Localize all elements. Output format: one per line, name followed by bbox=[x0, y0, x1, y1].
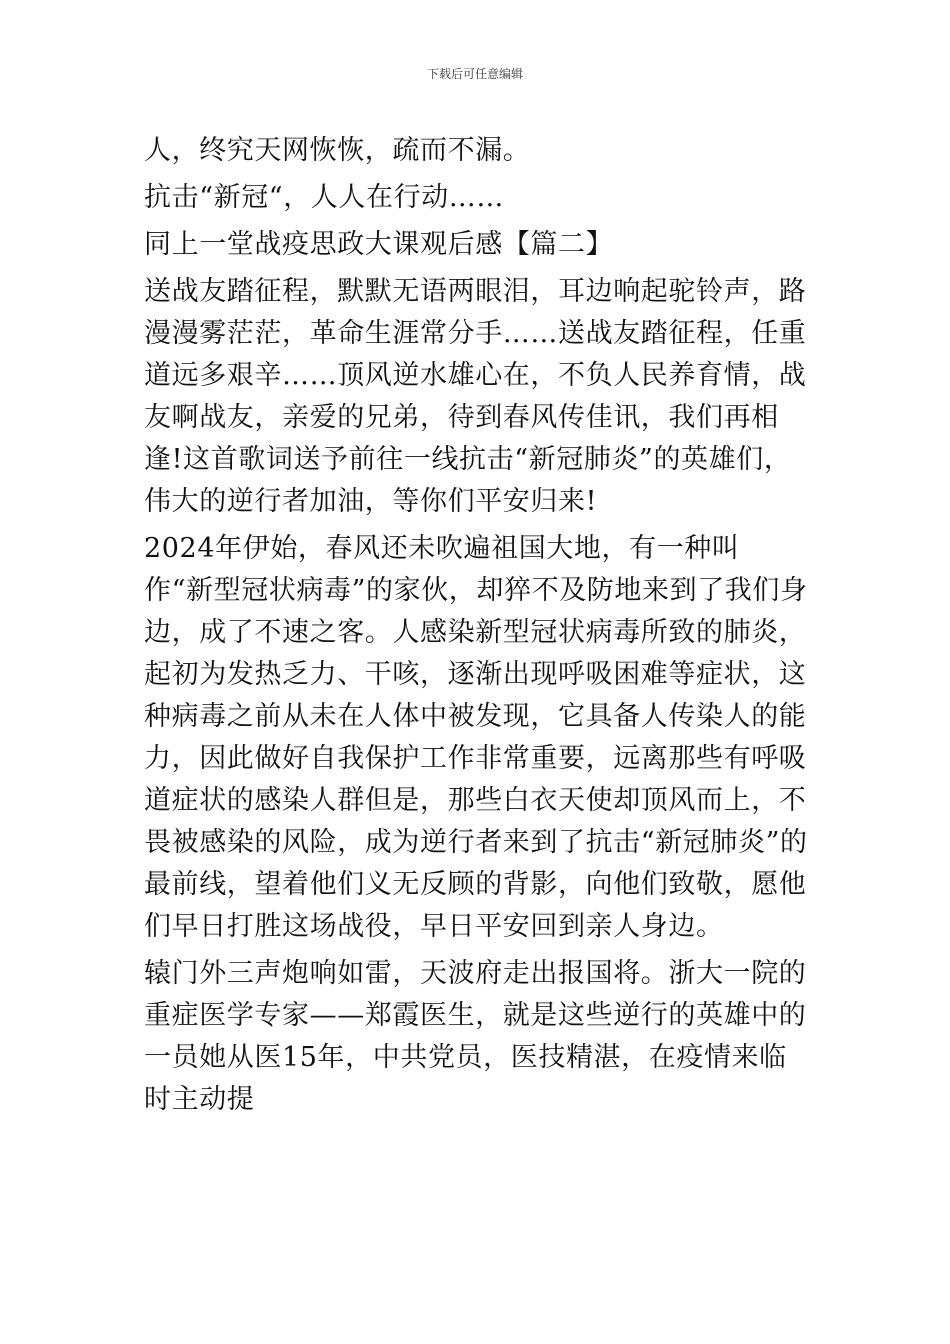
paragraph: 抗击“新冠“，人人在行动…… bbox=[144, 182, 505, 213]
page-header-note: 下载后可任意编辑 bbox=[426, 67, 523, 81]
paragraph: 人，终究天网恢恢，疏而不漏。 bbox=[144, 135, 531, 166]
document-body bbox=[144, 130, 808, 1121]
paragraph: 辕门外三声炮响如雷，天波府走出报国将。浙大一院的重症医学专家——郑霞医生，就是这些逆行的英雄中的一员她从医15年，中共党员，医技精湛，在疫情来临时主动提 bbox=[144, 958, 807, 1115]
paragraph: 2024年伊始，春风还未吹遍祖国大地，有一种叫作“新型冠状病毒”的家伙，却猝不及防地来到了我们身边，成了不速之客。人感染新型冠状病毒所致的肺炎，起初为发热乏力、干咳，逐渐出现呼吸困难等症状，这种病毒之前从未在人体中被发现，它具备人传染人的能力，因此做好自我保护工作非常重要，远离那些有呼吸道症状的感染人群但是，那些白衣天使却顶风而上，不畏被感染的风险，成为逆行者来到了抗击“新冠肺炎”的最前线，望着他们义无反顾的背影，向他们致敬，愿他们早日打胜这场战役，早日平安回到亲人身边。 bbox=[144, 533, 808, 942]
section-title: 同上一堂战疫思政大课观后感【篇二】 bbox=[144, 229, 614, 260]
paragraph: 送战友踏征程，默默无语两眼泪，耳边响起驼铃声，路漫漫雾茫茫，革命生涯常分手……送战友踏征程，任重道远多艰辛……顶风逆水雄心在，不负人民养育情，战友啊战友，亲爱的兄弟，待到春风传佳讯，我们再相逢!这首歌词送予前往一线抗击“新冠肺炎”的英雄们，伟大的逆行者加油，等你们平安归来! bbox=[144, 276, 807, 517]
